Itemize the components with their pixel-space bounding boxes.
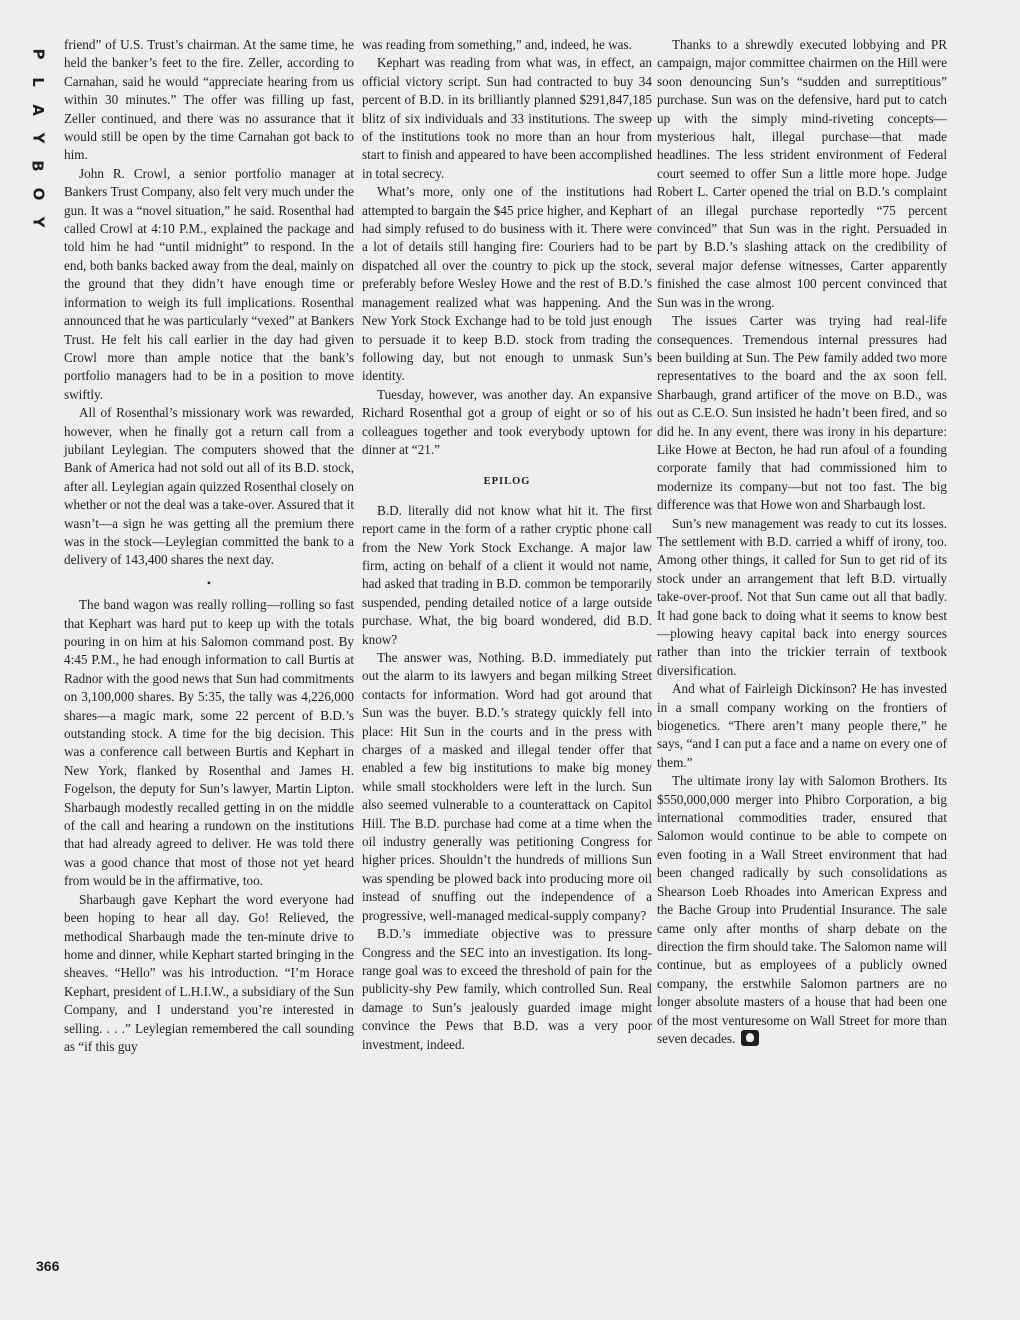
paragraph: John R. Crowl, a senior portfolio manager at Bankers Trust Company, also felt very much under the gun. It was a “novel situation,” he said. Rosenthal had called Crowl at 4:10 P.M., explained the package and told him he had “until midnight” to respond. In the end, both banks backed away from the deal, mainly on the ground that they didn’t have enough time or information to weigh its full implications. Rosenthal announced that he was particularly “vexed” at Bankers Trust. He felt his call earlier in the day had given Crowl more than ample notice that the bank’s portfolio managers had to be in a position to move swiftly.	[64, 165, 354, 402]
paragraph: B.D.’s immediate objective was to pressure Congress and the SEC into an investigation. Its long-range goal was to exceed the threshold of pain for the publicity-shy Pew family, which controlled Sun. Real damage to Sun’s jealously guarded image might convince the Pews that B.D. was a very poor investment, indeed.	[362, 926, 652, 1052]
paragraph	[657, 772, 947, 1048]
paragraph: Tuesday, however, was another day. An expansive Richard Rosenthal got a group of eight or so of his colleagues together and took everybody uptown for dinner at “21.”	[362, 386, 652, 457]
sidebar-letter: P	[29, 48, 47, 60]
sidebar-letter: B	[29, 160, 47, 172]
paragraph: Kephart was reading from what was, in effect, an official victory script. Sun had contracted to buy 34 percent of B.D. in its brilliantly planned $291,847,185 blitz of six individuals and 33 institutions. The sweep of the institutions took no more than an hour from start to finish and appeared to have been accomplished in total secrecy.	[362, 55, 652, 181]
paragraph: The issues Carter was trying had real-life consequences. Tremendous internal pressures had been building at Sun. The Pew family added two more representatives to the board and the ax soon fell. Sharbaugh, grand artificer of the move on B.D., was out as C.E.O. Sun insisted he hadn’t been fired, and so did he. In any event, there was irony in his departure: Like Howe at Becton, he had run afoul of a founding corporate family that had commissioned him to modernize its company—but not too fast. The big difference was that Howe won and Sharbaugh lost.	[657, 313, 947, 513]
paragraph: The answer was, Nothing. B.D. immediately put out the alarm to its lawyers and began milking Street contacts for information. Word had got around that Sun was the buyer. B.D.’s strategy quickly fell into place: Hit Sun in the courts and in the press with charges of a masked and illegal tender offer that enabled a few big institutions to make big money while small stockholders were left in the lurch. Sun also seemed vulnerable to a counterattack on Capitol Hill. The B.D. purchase had come at a time when the oil industry generally was petitioning Congress for higher prices. Shouldn’t the hundreds of millions Sun was spending be plowed back into producing more oil instead of snuffing out the independence of a progressive, well-managed medical-supply company?	[362, 650, 652, 923]
paragraph: Thanks to a shrewdly executed lobbying and PR campaign, major committee chairmen on the Hill were soon denouncing Sun’s “sudden and surreptitious” purchase. Sun was on the defensive, hard put to catch up with the simply mind-riveting concepts—mysterious halt, illegal purchase—that made headlines. The less strident environment of Federal court seemed to offer Sun a little more hope. Judge Robert L. Carter opened the trial on B.D.’s complaint of an illegal purchase reportedly “75 percent convinced” that Sun was in the right. Persuaded in part by B.D.’s slashing attack on the credibility of several major defense witnesses, Carter apparently finished the case almost 100 percent convinced that Sun was in the wrong.	[657, 37, 947, 310]
section-bullet: •	[206, 575, 212, 590]
sidebar-letter: Y	[29, 216, 47, 228]
paragraph-text: The ultimate irony lay with Salomon Brothers. Its $550,000,000 merger into Phibro Corporation, a big international commodities trader, ensured that Salomon would continue to be able to compete on even footing in a Wall Street environment that had been changed radically by such consolidations as Shearson Loeb Rhoades into American Express and the Bache Group into Prudential Insurance. The sale came only after months of sharp debate on the direction the firm should take. The Salomon name will continue, but as employees of a publicly owned company, the erstwhile Salomon partners are no longer absolute masters of a house that had been one of the most venturesome on Wall Street for more than seven decades.	[657, 773, 947, 1046]
paragraph: What’s more, only one of the institutions had attempted to bargain the $45 price higher, and Kephart had simply refused to do business with it. There were a lot of details still hanging fire: Couriers had to be dispatched all over the country to pick up the stock, preferably before Wesley Howe and the rest of B.D.’s management realized what was happening. And the New York Stock Exchange had to be told just enough to persuade it to keep B.D. stock from trading the following day, but not enough to unmask Sun’s identity.	[362, 184, 652, 384]
column-1	[64, 36, 354, 1056]
sidebar-letter: A	[28, 104, 47, 116]
paragraph: The band wagon was really rolling—rolling so fast that Kephart was hard put to keep up with the totals pouring in on him at his Salomon command post. By 4:45 P.M., he had enough information to call Burtis at Radnor with the good news that Sun had commitments on 3,100,000 shares. By 5:35, the tally was 4,226,000 shares—a magic mark, some 22 percent of B.D.’s outstanding stock. A time for the big decision. This was a conference call between Burtis and Kephart in New York, flanked by Rosenthal and James H. Fogelson, the deputy for Sun’s lawyer, Martin Lipton. Sharbaugh modestly recalled getting in on the middle of the call and hearing a rundown on the institutions that had already agreed to deliver. He was told there was a good chance that most of those not yet heard from would be in the affirmative, too.	[64, 597, 354, 889]
sidebar-letter: O	[28, 187, 47, 201]
paragraph: friend” of U.S. Trust’s chairman. At the same time, he held the banker’s feet to the fire. Zeller, according to Carnahan, said he would “appreciate hearing from us within 30 minutes.” The offer was filling up fast, Zeller continued, and there was no assurance that it would still be open by the time Carnahan got back to him.	[64, 37, 354, 163]
column-2	[362, 36, 652, 1054]
paragraph: Sharbaugh gave Kephart the word everyone had been hoping to hear all day. Go! Relieved, the methodical Sharbaugh made the ten-minute drive to home and dinner, while Kephart started bringing in the sheaves. “Hello” was his introduction. “I’m Horace Kephart, president of L.H.I.W., a subsidiary of the Sun Company, and I understand you’re interested in selling. . . .” Leylegian remembered the call sounding as “if this guy	[64, 891, 354, 1054]
paragraph: All of Rosenthal’s missionary work was rewarded, however, when he finally got a return call from a jubilant Leylegian. The computers showed that the Bank of America had not sold out all of its B.D. stock, after all. Leylegian again quizzed Rosenthal closely on whether or not the deal was a take-over. Assured that it wasn’t—a sign he was getting all the premium there was in the stock—Leylegian committed the bank to a delivery of 143,400 shares the next day.	[64, 405, 354, 568]
paragraph: And what of Fairleigh Dickinson? He has invested in a small company working on the frontiers of biogenetics. “There aren’t many people there,” he says, “and I can put a face and a name on every one of them.”	[657, 681, 947, 770]
paragraph: was reading from something,” and, indeed, he was.	[362, 37, 632, 52]
section-heading: EPILOG	[483, 476, 531, 488]
page-number: 366	[36, 1258, 60, 1274]
paragraph: B.D. literally did not know what hit it. The first report came in the form of a rather cryptic phone call from the New York Stock Exchange. A major law firm, acting on behalf of a client it would not name, had asked that trading in B.D. common be temporarily suspended, pending detailed notice of a large outside purchase. What, the big board wondered, did B.D. know?	[362, 502, 652, 647]
sidebar-letter: L	[29, 77, 47, 87]
sidebar-letter: Y	[29, 132, 47, 144]
magazine-sidebar	[26, 40, 50, 236]
paragraph: Sun’s new management was ready to cut its losses. The settlement with B.D. carried a whiff of irony, too. Among other things, it called for Sun to get rid of its stock under an arrangement that left B.D. virtually take-over-proof. Not that Sun came out all that badly. It had gone back to doing what it seems to know best—plowing heavy capital back into energy sources rather than into the trickier terrain of textbook diversification.	[657, 515, 947, 678]
column-3	[657, 36, 947, 1048]
rabbit-logo-icon	[741, 1030, 759, 1046]
